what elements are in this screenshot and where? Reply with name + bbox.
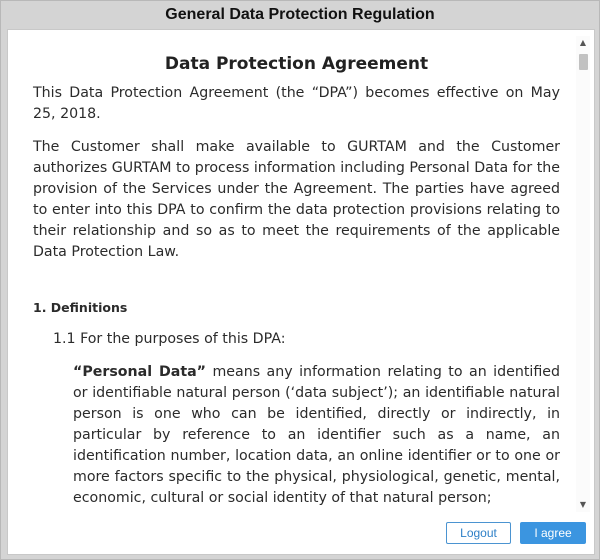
body-paragraph: The Customer shall make available to GURTAM and the Customer authorizes GURTAM to process information including Personal Data for the provision of the Services under the Agreement. The parties have agreed to enter into this DPA to confirm the data protection provisions relating to their relationship and so as to meet the requirements of the applicable Data Protection Law. [33, 139, 560, 260]
logout-button[interactable]: Logout [446, 522, 511, 544]
agreement-content[interactable] [8, 30, 574, 512]
agree-button[interactable]: I agree [520, 522, 586, 544]
agreement-panel [7, 29, 595, 555]
section-heading-definitions: 1. Definitions [33, 300, 128, 315]
scroll-up-arrow-icon[interactable]: ▲ [579, 38, 587, 47]
dialog-title: General Data Protection Regulation [165, 6, 435, 23]
vertical-scrollbar[interactable] [576, 36, 590, 512]
dialog-footer [8, 512, 596, 556]
scroll-thumb[interactable] [579, 54, 588, 70]
intro-paragraph: This Data Protection Agreement (the “DPA”) becomes effective on May 25, 2018. [33, 85, 560, 122]
definition-term: “Personal Data” [73, 364, 206, 380]
definition-personal-data [33, 362, 560, 509]
clause-1-1: 1.1 For the purposes of this DPA: [53, 331, 286, 347]
definition-text: means any information relating to an identified or identifiable natural person (‘data subject’); an identifiable natural person is one who can be identified, directly or indirectly, in particular by reference to an identifier such as a name, an identification number, location data, an online identifier or to one or more factors specific to the physical, physiological, genetic, mental, economic, cultural or social identity of that natural person; [73, 364, 560, 506]
scroll-down-arrow-icon[interactable]: ▼ [579, 500, 587, 509]
document-title: Data Protection Agreement [164, 54, 429, 74]
